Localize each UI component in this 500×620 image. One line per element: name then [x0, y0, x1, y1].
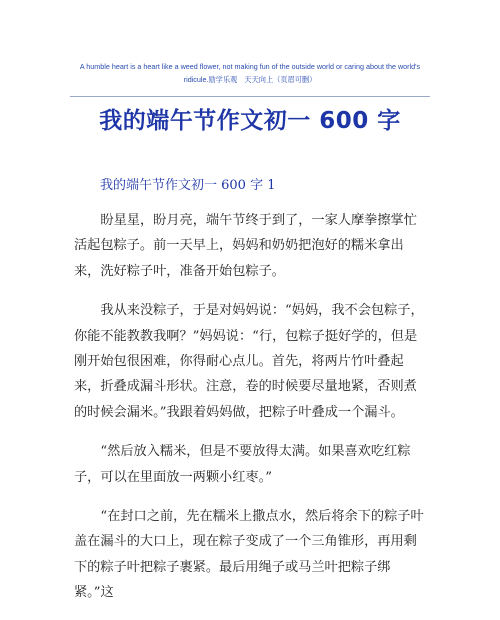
paragraph-3: “然后放入糯米，但是不要放得太满。如果喜欢吃红粽子，可以在里面放一两颗小红枣。”	[74, 444, 411, 485]
header-divider	[70, 96, 430, 97]
header-motto	[70, 60, 430, 86]
essay-body	[74, 208, 424, 620]
essay-subheading: 我的端午节作文初一 600 字 1	[100, 178, 276, 193]
paragraph-4: “在封口之前，先在糯米上撒点水，然后将余下的粽子叶盖在漏斗的大口上，现在粽子变成了一个三角锥形，再用剩下的粽子叶把粽子裹紧。最后用绳子或马兰叶把粽子绑紧。”这	[74, 509, 424, 601]
paragraph-2: 我从来没粽子，于是对妈妈说：“妈妈，我不会包粽子，你能不能教教我啊？”妈妈说：“行，包粽子挺好学的，但是刚开始包很困难，你得耐心点儿。首先，将两片竹叶叠起来，折叠成漏斗形状。注意，卷的时候要尽量地紧，否则煮的时候会漏米。”我跟着妈妈做，把粽子叶叠成一个漏斗。	[74, 303, 424, 420]
document-title: 我的端午节作文初一 600 字	[99, 108, 401, 134]
header-motto-line-2: ridicule.励学乐观 天天向上（页眉可删）	[183, 75, 317, 84]
paragraph-1: 盼星星，盼月亮，端午节终于到了，一家人摩拳擦掌忙活起包粽子。前一天早上，妈妈和奶奶把泡好的糯米拿出来，洗好粽子叶，准备开始包粽子。	[74, 213, 417, 279]
header-motto-line-1: A humble heart is a heart like a weed flower, not making fun of the outside world or caring about the world's	[79, 62, 421, 71]
